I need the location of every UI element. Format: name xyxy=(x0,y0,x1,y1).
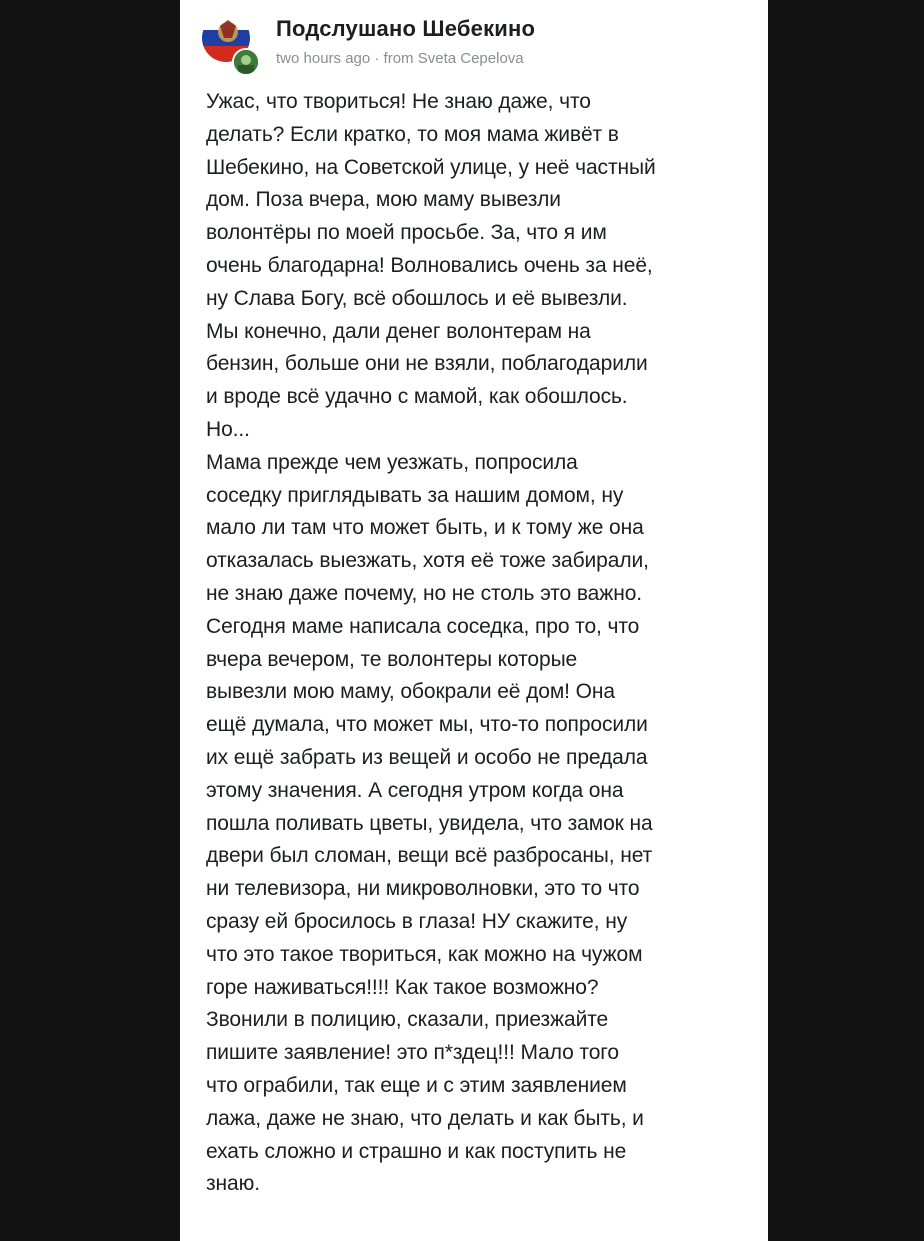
post-paragraph: Мама прежде чем уезжать, попросила соседку приглядывать за нашим домом, ну мало ли там что может быть, и к тому же она отказалась выезжать, хотя её тоже забирали, не знаю даже почему, но не столь это важно. Сегодня маме написала соседка, про то, что вчера вечером, те волонтеры которые вывезли мою маму, обокрали её дом! Она ещё думала, что может мы, что-то попросили их ещё забрать из вещей и особо не предала этому значения. А сегодня утром когда она пошла поливать цветы, увидела, что замок на двери был сломан, вещи всё разбросаны, нет ни телевизора, ни микроволновки, это то что сразу ей бросилось в глаза! НУ скажите, ну что это такое твориться, как можно на чужом горе наживаться!!!! Как такое возможно? Звонили в полицию, сказали, приезжайте пишите заявление! это п*здец!!! Мало того что ограбили, так еще и с этим заявлением лажа, даже не знаю, что делать и как быть, и ехать сложно и страшно и как поступить не знаю. xyxy=(206,450,653,1196)
right-dark-border xyxy=(768,0,924,1241)
post-card xyxy=(180,0,768,1241)
post-paragraph: Ужас, что твориться! Не знаю даже, что делать? Если кратко, то моя мама живёт в Шебекино, на Советской улице, у неё частный дом. Поза вчера, мою маму вывезли волонтёры по моей просьбе. За, что я им очень благодарна! Волновались очень за неё, ну Слава Богу, всё обошлось и её вывезли. Мы конечно, дали денег волонтерам на бензин, больше они не взяли, поблагодарили и вроде всё удачно с мамой, как обошлось. Но... xyxy=(206,90,656,441)
post-text xyxy=(206,86,754,1201)
page-name[interactable]: Подслушано Шебекино xyxy=(276,16,536,41)
left-dark-border xyxy=(0,0,180,1241)
post-meta: two hours ago · from Sveta Cepelova xyxy=(276,50,524,67)
post-header xyxy=(202,14,758,74)
author-avatar-icon[interactable] xyxy=(232,48,260,76)
